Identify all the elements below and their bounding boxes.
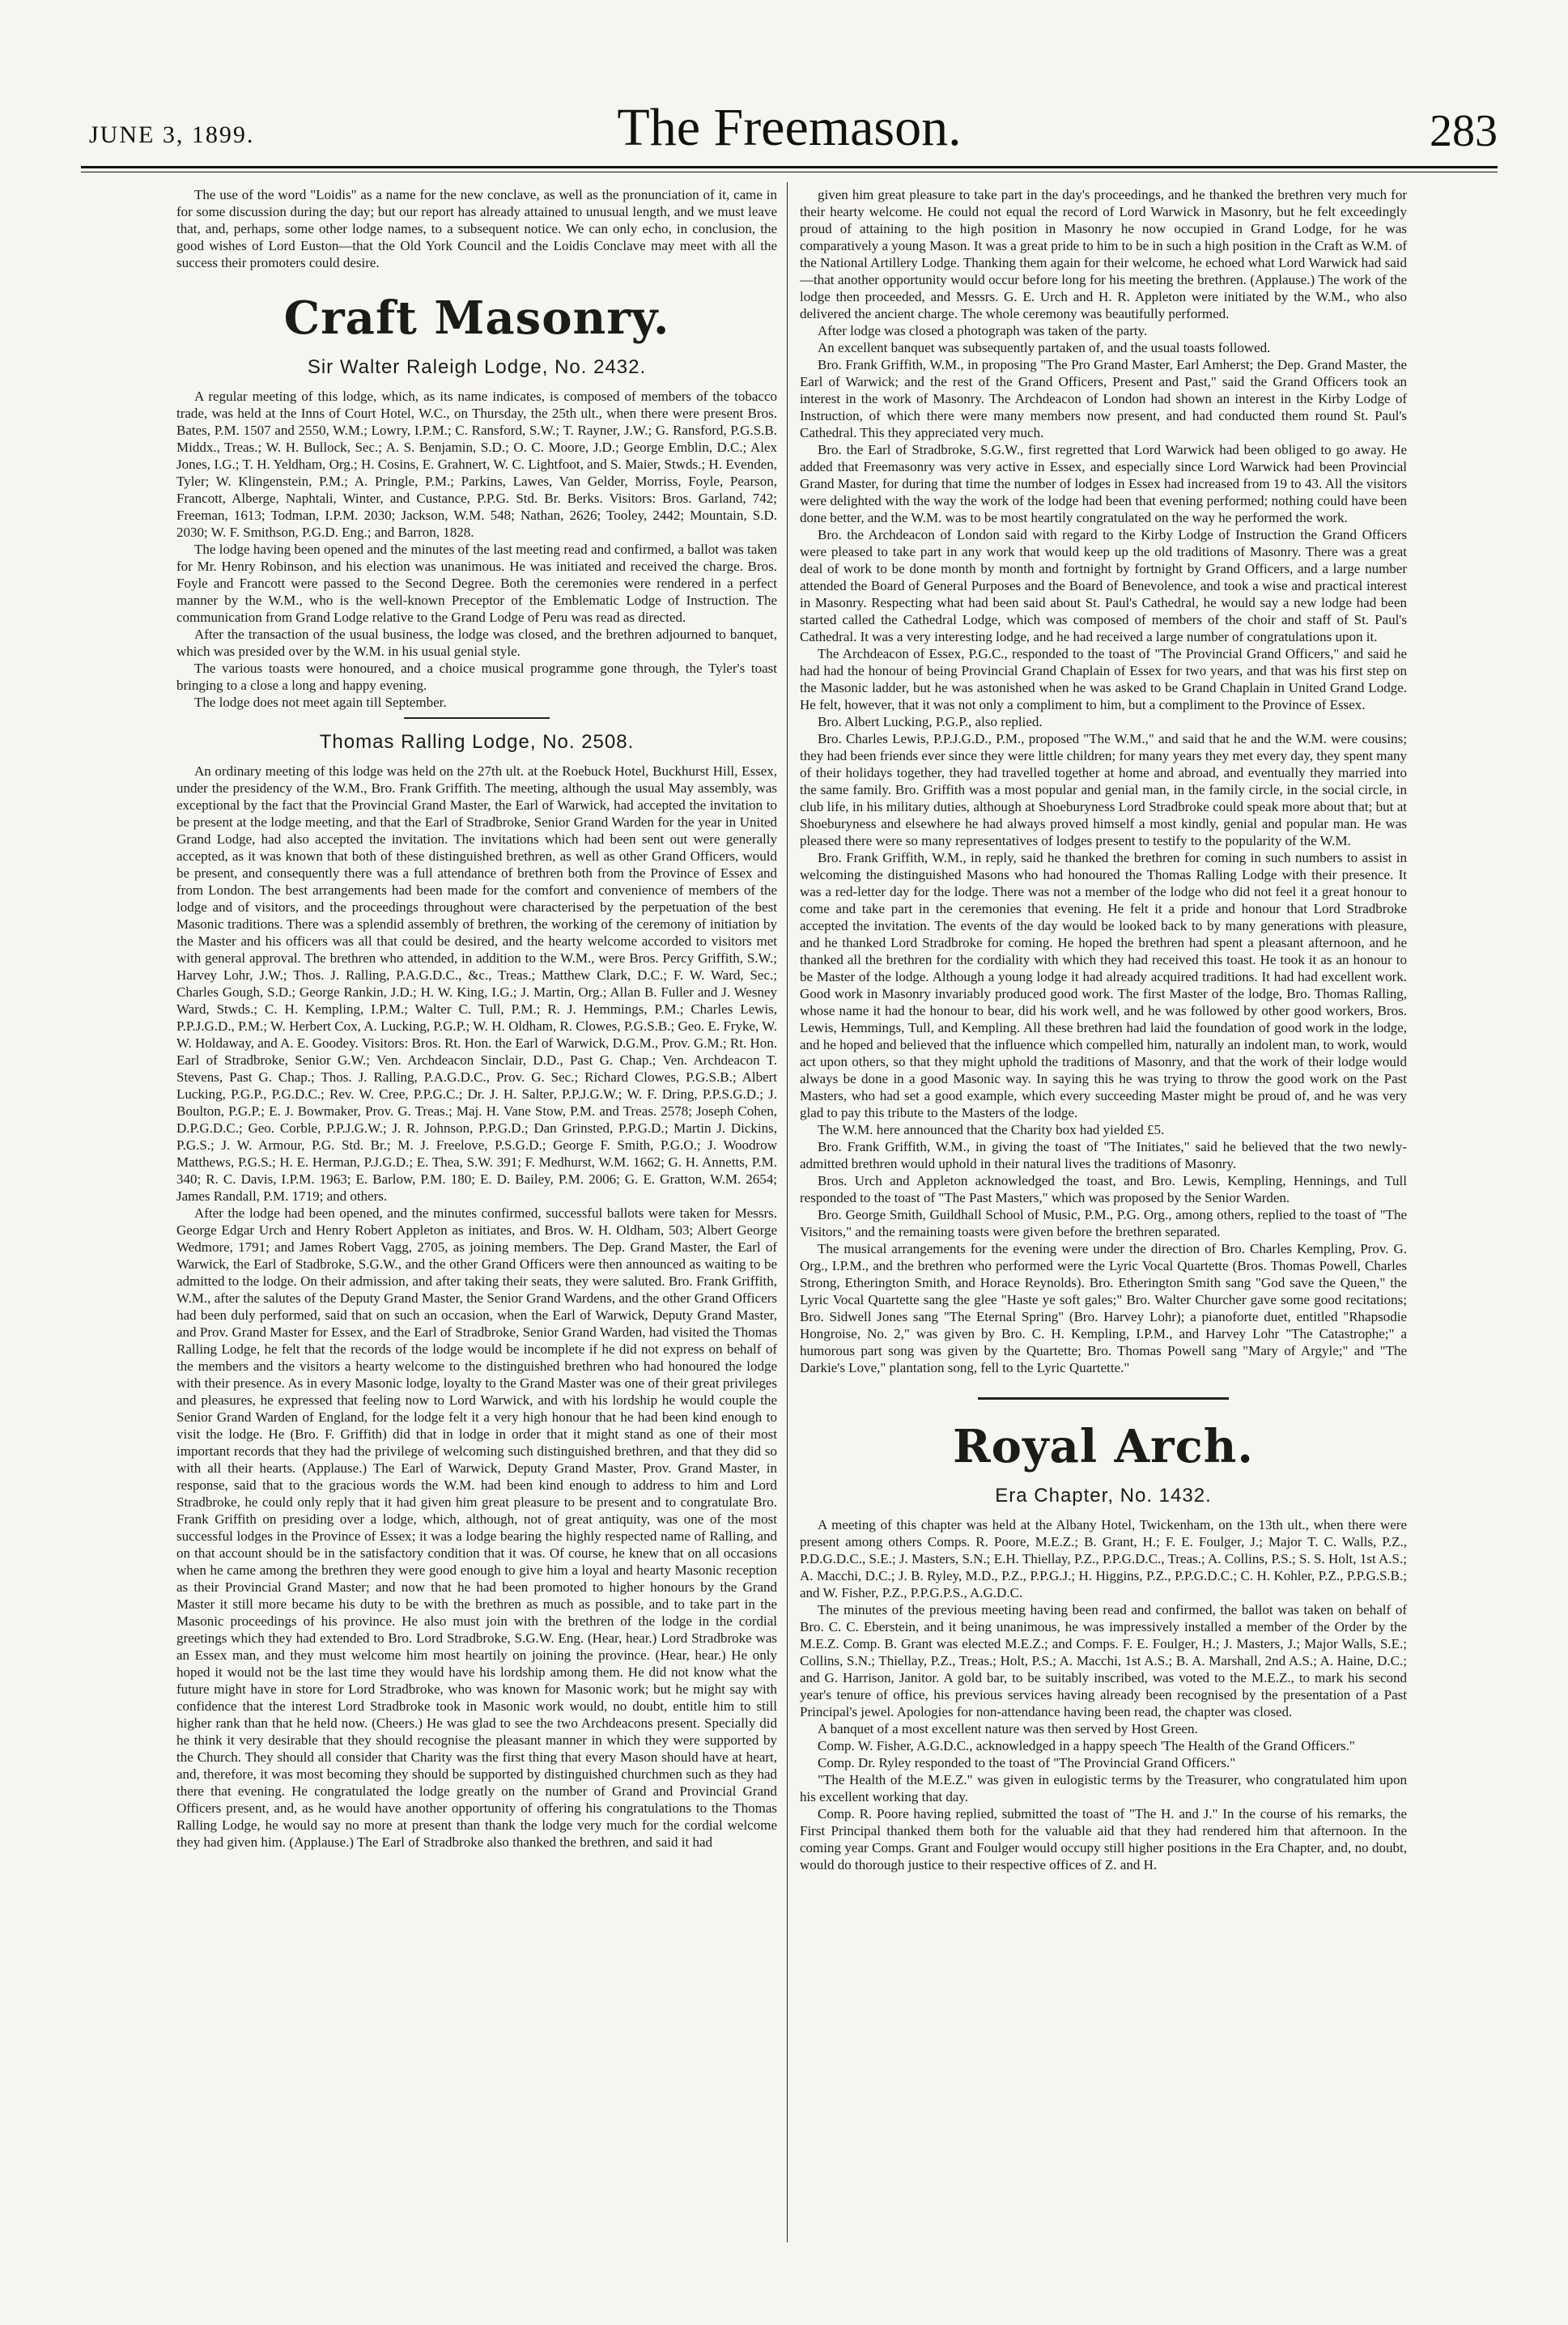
article-paragraph: A regular meeting of this lodge, which, as its name indicates, is composed of members of the tobacco trade, was held at the Inns of Court Hotel, W.C., on Thursday, the 25th ult., when there were present Bros. Bates, P.M. 1507 and 2550, W.M.; Lowry, I.P.M.; C. Ransford, S.W.; T. Rayner, J.W.; G. Ransford, P.G.S.B. Middx., Treas.; W. H. Bullock, Sec.; A. S. Benjamin, S.D.; O. C. Moore, J.D.; George Emblin, D.C.; Alex Jones, I.G.; T. H. Yeldham, Org.; H. Cosins, E. Grahnert, W. C. Lightfoot, and S. Maier, Stwds.; H. Evenden, Tyler; W. Klingenstein, P.M.; A. Pringle, P.M.; Parkins, Lawes, Van Gelder, Morriss, Foyle, Pearson, Francott, Alberge, Naphtali, Winter, and Custance, P.P.G. Std. Br. Berks. Visitors: Bros. Garland, 742; Freeman, 1613; Todman, I.P.M. 2030; Jackson, W.M. 548; Nathan, 2626; Tooley, 2442; Mountain, S.D. 2030; W. F. Smithson, P.G.D. Eng.; and Barron, 1828. xyxy=(176,389,777,540)
article-paragraph: The W.M. here announced that the Charity box had yielded £5. xyxy=(818,1122,1165,1137)
article-paragraph: A meeting of this chapter was held at the Albany Hotel, Twickenham, on the 13th ult., when there were present among others Comps. R. Poore, M.E.Z.; B. Grant, H.; F. E. Foulger, J.; Major T. C. Walls, P.Z., P.D.G.D.C., S.E.; J. Masters, S.N.; E.H. Thiellay, P.Z., P.P.G.D.C., Treas.; A. Collins, P.S.; S. S. Holt, 1st A.S.; A. Macchi, D.C.; J. B. Ryley, M.D., P.Z., P.P.G.J.; H. Higgins, P.Z., P.P.G.D.C.; C. H. Kohler, P.Z., P.P.G.S.B.; and W. Fisher, P.Z., P.P.G.P.S., A.G.D.C. xyxy=(800,1517,1407,1600)
article-paragraph: After the transaction of the usual business, the lodge was closed, and the brethren adjourned to banquet, which was presided over by the W.M. in his usual genial style. xyxy=(176,627,777,659)
article-paragraph: Bro. Albert Lucking, P.G.P., also replied. xyxy=(818,714,1043,729)
page-header xyxy=(73,97,1506,157)
article-paragraph: The minutes of the previous meeting having been read and confirmed, the ballot was taken on behalf of Bro. C. C. Eberstein, and it being unanimous, he was impressively installed a member of the Order by the M.E.Z. Comp. B. Grant was elected M.E.Z.; and Comps. F. E. Foulger, H.; J. Masters, J.; Major Walls, S.E.; Collins, S.N.; Thiellay, P.Z., Treas.; Holt, P.S.; A. Macchi, 1st A.S.; B. A. Marshall, 2nd A.S.; A. Haine, D.C.; and G. Harrison, Janitor. A gold bar, to be suitably inscribed, was voted to the M.E.Z., to mark his second year's tenure of office, his previous services having already been recognised by the presentation of a Past Principal's jewel. Apologies for non-attendance having been read, the chapter was closed. xyxy=(800,1602,1407,1719)
article-paragraph: Bro. George Smith, Guildhall School of Music, P.M., P.G. Org., among others, replied to the toast of "The Visitors," and the remaining toasts were given before the brethren separated. xyxy=(800,1207,1407,1239)
article-paragraph: An ordinary meeting of this lodge was held on the 27th ult. at the Roebuck Hotel, Buckhurst Hill, Essex, under the presidency of the W.M., Bro. Frank Griffith. The meeting, although the usual May assembly, was exceptional by the fact that the Provincial Grand Master, the Earl of Warwick, had accepted the invitation to be present at the lodge meeting, and that the Earl of Stradbroke, Senior Grand Warden for the year in United Grand Lodge, had also accepted the invitation. The invitations which had been sent out were generally accepted, as it was known that both of these distinguished brethren, as well as other Grand Officers, would be present, and consequently there was a full attendance of brethren both from the Province of Essex and from London. The best arrangements had been made for the comfort and convenience of members of the lodge and of visitors, and the proceedings throughout were characterised by the perpetuation of the best Masonic traditions. There was a splendid assembly of brethren, the working of the ceremony of initiation by the Master and his officers was all that could be desired, and the hearty welcome accorded to visitors met with general approval. The brethren who attended, in addition to the W.M., were Bros. Percy Griffith, S.W.; Harvey Lohr, J.W.; Thos. J. Ralling, P.A.G.D.C., &c., Treas.; Matthew Clark, D.C.; F. W. Ward, Sec.; Charles Gough, S.D.; George Rankin, J.D.; H. W. King, I.G.; J. Martin, Org.; Allan B. Fuller and J. Wesney Ward, Stwds.; C. H. Kempling, I.P.M.; Walter C. Tull, P.M.; R. J. Hemmings, P.M.; Charles Lewis, P.P.J.G.D., P.M.; W. Herbert Cox, A. Lucking, P.G.P.; W. H. Oldham, R. Clowes, P.G.S.B.; Geo. E. Fryke, W. W. Holdaway, and A. E. Goodey. Visitors: Bros. Rt. Hon. the Earl of Warwick, D.G.M., Prov. G.M.; Rt. Hon. Earl of Stradbroke, Senior G.W.; Ven. Archdeacon Sinclair, D.D., Past G. Chap.; Ven. Archdeacon T. Stevens, Past G. Chap.; Thos. J. Ralling, P.A.G.D.C., Prov. G. Sec.; Richard Clowes, P.G.S.B.; Albert Lucking, P.G.P., P.G.D.C.; Rev. W. Cree, P.P.G.C.; Dr. J. H. Salter, P.P.J.G.W.; W. F. Dring, P.P.S.G.D.; J. Boulton, P.G.P.; E. J. Bowmaker, Prov. G. Treas.; Maj. H. Vane Stow, P.M. and Treas. 2578; Joseph Cohen, D.P.G.D.C.; Geo. Corble, P.P.J.G.W.; J. R. Johnson, P.P.G.D.; Dan Grinsted, P.P.G.D.; Martin J. Dickins, P.G.S.; J. W. Armour, P.G. Std. Br.; M. J. Freelove, P.S.G.D.; George F. Smith, P.G.O.; J. Woodrow Matthews, P.G.S.; H. E. Herman, P.J.G.D.; E. Thea, S.W. 391; F. Medhurst, W.M. 1662; G. H. Annetts, P.M. 340; R. C. Davis, I.P.M. 1963; E. Barlow, P.M. 180; E. D. Bailey, P.M. 2006; G. E. Gratton, W.M. 2654; James Randall, P.M. 1719; and others. xyxy=(176,763,777,1204)
article-paragraph: Bro. Charles Lewis, P.P.J.G.D., P.M., proposed "The W.M.," and said that he and the W.M. were cousins; they had been friends ever since they were little children; for many years they met every day, they spent many of their holidays together, they had travelled together at home and abroad, and eventually they married into the same family. Bro. Griffith was a most popular and genial man, in the family circle, in the social circle, in club life, in his military duties, although at Shoeburyness Lord Stradbroke could speak more about that; but at Shoeburyness and elsewhere he had always proved himself a most kindly, genial and popular man. He was pleased there were so many representatives of lodges present to testify to the popularity of the W.M. xyxy=(800,731,1407,848)
masthead-title: The Freemason. xyxy=(617,98,962,157)
article-paragraph: The lodge having been opened and the minutes of the last meeting read and confirmed, a ballot was taken for Mr. Henry Robinson, and his election was unanimous. He was initiated and received the charge. Bros. Foyle and Francott were passed to the Second Degree. Both the ceremonies were rendered in a perfect manner by the W.M., who is the well-known Preceptor of the Emblematic Lodge of Instruction. The communication from Grand Lodge relative to the Grand Lodge of Peru was read as directed. xyxy=(176,542,777,625)
lodge-heading-sir-walter-raleigh: Sir Walter Raleigh Lodge, No. 2432. xyxy=(307,356,647,378)
article-paragraph: The Archdeacon of Essex, P.G.C., responded to the toast of "The Provincial Grand Officers," and said he had had the honour of being Provincial Grand Chaplain of Essex for two years, and that was his first step on the Masonic ladder, but he was astonished when he was asked to be Grand Chaplain in United Grand Lodge. He felt, however, that it was not only a compliment to him, but a compliment to the Province of Essex. xyxy=(800,646,1407,712)
section-heading-royal-arch: Royal Arch. xyxy=(953,1420,1254,1473)
article-paragraph: Bro. the Archdeacon of London said with regard to the Kirby Lodge of Instruction the Grand Officers were pleased to take part in any work that would keep up the old traditions of Masonry. There was a great deal of work to be done month by month and fortnight by fortnight by Grand Officers, and a large number attended the Board of General Purposes and the Board of Benevolence, and took a wise and practical interest in Masonry. Respecting what had been said about St. Paul's Cathedral, he would say a new lodge had been started called the Cathedral Lodge, which was composed of members of the choir and staff of St. Paul's Cathedral. It was a very interesting lodge, and he had received a large number of congratulations upon it. xyxy=(800,527,1407,644)
header-rule-thick xyxy=(81,166,1498,168)
article-paragraph: An excellent banquet was subsequently partaken of, and the usual toasts followed. xyxy=(818,340,1271,355)
article-paragraph: A banquet of a most excellent nature was then served by Host Green. xyxy=(818,1721,1198,1736)
royal-arch-rule xyxy=(978,1397,1229,1400)
article-paragraph: given him great pleasure to take part in the day's proceedings, and he thanked the brethren very much for their hearty welcome. He could not equal the record of Lord Warwick in Masonry, but he felt exceedingly proud of attaining to the high position in Masonry he now occupied in Grand Lodge, for he was comparatively a young Mason. It was a great pride to him to be in such a high position in the Craft as W.M. of the National Artillery Lodge. Thanking them again for their welcome, he echoed what Lord Warwick had said—that another opportunity would occur before long for his meeting the brethren. (Applause.) The work of the lodge then proceeded, and Messrs. G. E. Urch and H. R. Appleton were initiated by the W.M., who also delivered the ancient charge. The whole ceremony was beautifully performed. xyxy=(800,187,1407,321)
column-divider xyxy=(787,182,788,2242)
article-paragraph: The lodge does not meet again till September. xyxy=(194,695,447,710)
article-paragraph: After lodge was closed a photograph was taken of the party. xyxy=(818,323,1148,338)
issue-date: JUNE 3, 1899. xyxy=(89,121,255,148)
lodge-heading-thomas-ralling: Thomas Ralling Lodge, No. 2508. xyxy=(319,731,635,753)
page-number: 283 xyxy=(1430,106,1498,156)
article-paragraph: Bros. Urch and Appleton acknowledged the toast, and Bro. Lewis, Kempling, Hennings, and Tull responded to the toast of "The Past Masters," which was proposed by the Senior Warden. xyxy=(800,1173,1407,1205)
article-paragraph: Bro. the Earl of Stradbroke, S.G.W., first regretted that Lord Warwick had been obliged to go away. He added that Freemasonry was very active in Essex, and especially since Lord Warwick had been Provincial Grand Master, for during that time the number of lodges in Essex had increased from 19 to 43. All the visitors were delighted with the way the work of the lodge had been that evening performed; nothing could have been done better, and the W.M. was to be most heartily congratulated on the way he performed the work. xyxy=(800,442,1407,525)
article-paragraph: Comp. R. Poore having replied, submitted the toast of "The H. and J." In the course of his remarks, the First Principal thanked them both for the valuable aid that they had rendered him that afternoon. In the coming year Comps. Grant and Foulger would occupy still higher positions in the Era Chapter, and, no doubt, would do thorough justice to their respective offices of Z. and H. xyxy=(800,1806,1407,1872)
left-column xyxy=(176,186,777,2242)
intro-paragraph: The use of the word "Loidis" as a name for the new conclave, as well as the pronunciation of it, came in for some discussion during the day; but our report has already attained to unusual length, and we must leave that, and, perhaps, some other lodge names, to a subsequent notice. We can only echo, in conclusion, the good wishes of Lord Euston—that the Old York Council and the Loidis Conclave may meet with all the success their promoters could desire. xyxy=(176,187,777,270)
article-paragraph: "The Health of the M.E.Z." was given in eulogistic terms by the Treasurer, who congratulated him upon his excellent working that day. xyxy=(800,1772,1407,1804)
section-separator-rule xyxy=(404,717,550,719)
right-column xyxy=(800,186,1407,2242)
article-paragraph: Bro. Frank Griffith, W.M., in reply, said he thanked the brethren for coming in such numbers to assist in welcoming the distinguished Masons who had honoured the Thomas Ralling Lodge with their presence. It was a red-letter day for the lodge. There was not a member of the lodge who did not feel it a great honour to come and take part in the ceremonies that evening. He felt it a pride and honour that Lord Stradbroke accepted the invitation. The events of the day would be looked back to by many generations with pleasure, and he thanked Lord Stradbroke for coming. He hoped the brethren had spent a pleasant afternoon, and he thanked all the brethren for the cordiality with which they had received this toast. He took it as an honour to be Master of the lodge. Although a young lodge it had already acquired traditions. It had had excellent work. Good work in Masonry invariably produced good work. The first Master of the lodge, Bro. Thomas Ralling, whose name it had the honour to bear, did his work well, and he was followed by other good workers, Bros. Lewis, Hemmings, Tull, and Kempling. All these brethren had laid the foundation of good work in the lodge, and he hoped and believed that the influence which compelled him, naturally an indolent man, to work, would act upon others, so that they might uphold the traditions of Masonry, and that the work of their lodge would always be done in a good Masonic way. In saying this he was trying to throw the good work on the Past Masters, who had set a good example, which every succeeding Master might be proud of, and he was very glad to pay this tribute to the Masters of the lodge. xyxy=(800,850,1407,1120)
article-paragraph: Comp. W. Fisher, A.G.D.C., acknowledged in a happy speech 'The Health of the Grand Officers." xyxy=(818,1738,1355,1753)
article-paragraph: After the lodge had been opened, and the minutes confirmed, successful ballots were taken for Messrs. George Edgar Urch and Henry Robert Appleton as initiates, and Bros. W. H. Oldham, 503; Albert George Wedmore, 1791; and James Robert Vagg, 2705, as joining members. The Dep. Grand Master, the Earl of Warwick, the Earl of Stadbroke, S.G.W., and the other Grand Officers were then announced as waiting to be admitted to the lodge. On their admission, and after taking their seats, they were saluted. Bro. Frank Griffith, W.M., after the salutes of the Deputy Grand Master, the Senior Grand Wardens, and the other Grand Officers had been duly performed, said that on such an occasion, when the Earl of Warwick, Deputy Grand Master, and Prov. Grand Master for Essex, and the Earl of Stradbroke, Senior Grand Warden, had visited the Thomas Ralling Lodge, he felt that the records of the lodge would be incomplete if he did not express on behalf of the members and the visitors a hearty welcome to the distinguished brethren who had honoured the lodge with their presence. As in every Masonic lodge, loyalty to the Grand Master was one of their great privileges and pleasures, he expressed that feeling now to Lord Warwick, and with his lordship he would couple the Senior Grand Warden of England, for the lodge felt it a very high honour that he had been kind enough to visit the lodge. He (Bro. F. Griffith) did that in lodge in order that it might stand as one of their most important records that they had the privilege of welcoming such distinguished brethren, and that they did so with all their hearts. (Applause.) The Earl of Warwick, Deputy Grand Master, Prov. Grand Master, in response, said that to the gracious words the W.M. had been kind enough to address to him and Lord Stradbroke, he could only reply that it had given him great pleasure to be present and to congratulate Bro. Frank Griffith on presiding over a lodge, which, although, not of great antiquity, was one of the most successful lodges in the Province of Essex; it was a lodge bearing the highly respected name of Ralling, and on that account should be in the satisfactory condition that it was. Of course, he knew that on all occasions when he came among the brethren they were good enough to give him a loyal and hearty Masonic reception as their Provincial Grand Master; and now that he had been promoted to higher honours by the Grand Master it still more became his duty to be with the brethren as much as possible, and to take part in the Masonic proceedings of his province. He also must join with the brethren of the lodge in the cordial greetings which they had extended to Bro. Lord Stradbroke, S.G.W. Eng. (Hear, hear.) Lord Stradbroke was an Essex man, and they must welcome him most heartily on joining the province. (Hear, hear.) He only hoped it would not be the last time they would have his lordship among them. He did not know what the future might have in store for Lord Stradbroke, who was known for Masonic work; but he might say with confidence that the interest Lord Stradbroke took in Masonic work would, no doubt, entitle him to still higher rank than that he held now. (Cheers.) He was glad to see the two Archdeacons present. Specially did he think it very desirable that they should recognise the pleasant manner in which they were supported by the Church. They should all consider that Charity was the first thing that every Mason should have at heart, and, therefore, it was most becoming they should be supported by distinguished churchmen such as they had there that evening. He congratulated the lodge greatly on the number of Grand and Provincial Grand Officers present, and, as he would have another opportunity of offering his congratulations to the Thomas Ralling Lodge, he would say no more at present than thank the lodge very much for the cordial welcome they had given him. (Applause.) The Earl of Stradbroke also thanked the brethren, and said it had xyxy=(176,1205,777,1850)
article-paragraph: Bro. Frank Griffith, W.M., in proposing "The Pro Grand Master, Earl Amherst; the Dep. Grand Master, the Earl of Warwick; and the rest of the Grand Officers, Present and Past," said the Grand Officers took an interest in the work of Masonry. The Archdeacon of London had shown an interest in the Kirby Lodge of Instruction, of which there were many members now present, and had conducted them round St. Paul's Cathedral. This they appreciated very much. xyxy=(800,357,1407,440)
chapter-heading-era: Era Chapter, No. 1432. xyxy=(995,1485,1212,1507)
article-paragraph: The musical arrangements for the evening were under the direction of Bro. Charles Kempling, Prov. G. Org., I.P.M., and the brethren who performed were the Lyric Vocal Quartette (Bros. Thomas Powell, Charles Strong, Etherington Smith, and Horace Reynolds). Bro. Etherington Smith sang "God save the Queen," the Lyric Vocal Quartette sang the glee "Haste ye soft gales;" Bro. Walter Churcher gave some good recitations; Bro. Sidwell Jones sang "The Eternal Spring" (Bro. Harvey Lohr); a pianoforte duet, entitled "Rhapsodie Hongroise, No. 2," was given by Bro. C. H. Kempling, I.P.M., and Harvey Lohr "The Catastrophe;" a humorous part song was given by the Quartette; Bro. Thomas Powell sang "Mary of Argyle;" and "The Darkie's Love," plantation song, fell to the Lyric Quartette." xyxy=(800,1241,1407,1375)
article-paragraph: Comp. Dr. Ryley responded to the toast of "The Provincial Grand Officers." xyxy=(818,1755,1236,1770)
article-paragraph: The various toasts were honoured, and a choice musical programme gone through, the Tyler's toast bringing to a close a long and happy evening. xyxy=(176,661,777,693)
section-heading-craft-masonry: Craft Masonry. xyxy=(283,291,670,345)
article-paragraph: Bro. Frank Griffith, W.M., in giving the toast of "The Initiates," said he believed that the two newly-admitted brethren would uphold in their natural lives the traditions of Masonry. xyxy=(800,1139,1407,1171)
